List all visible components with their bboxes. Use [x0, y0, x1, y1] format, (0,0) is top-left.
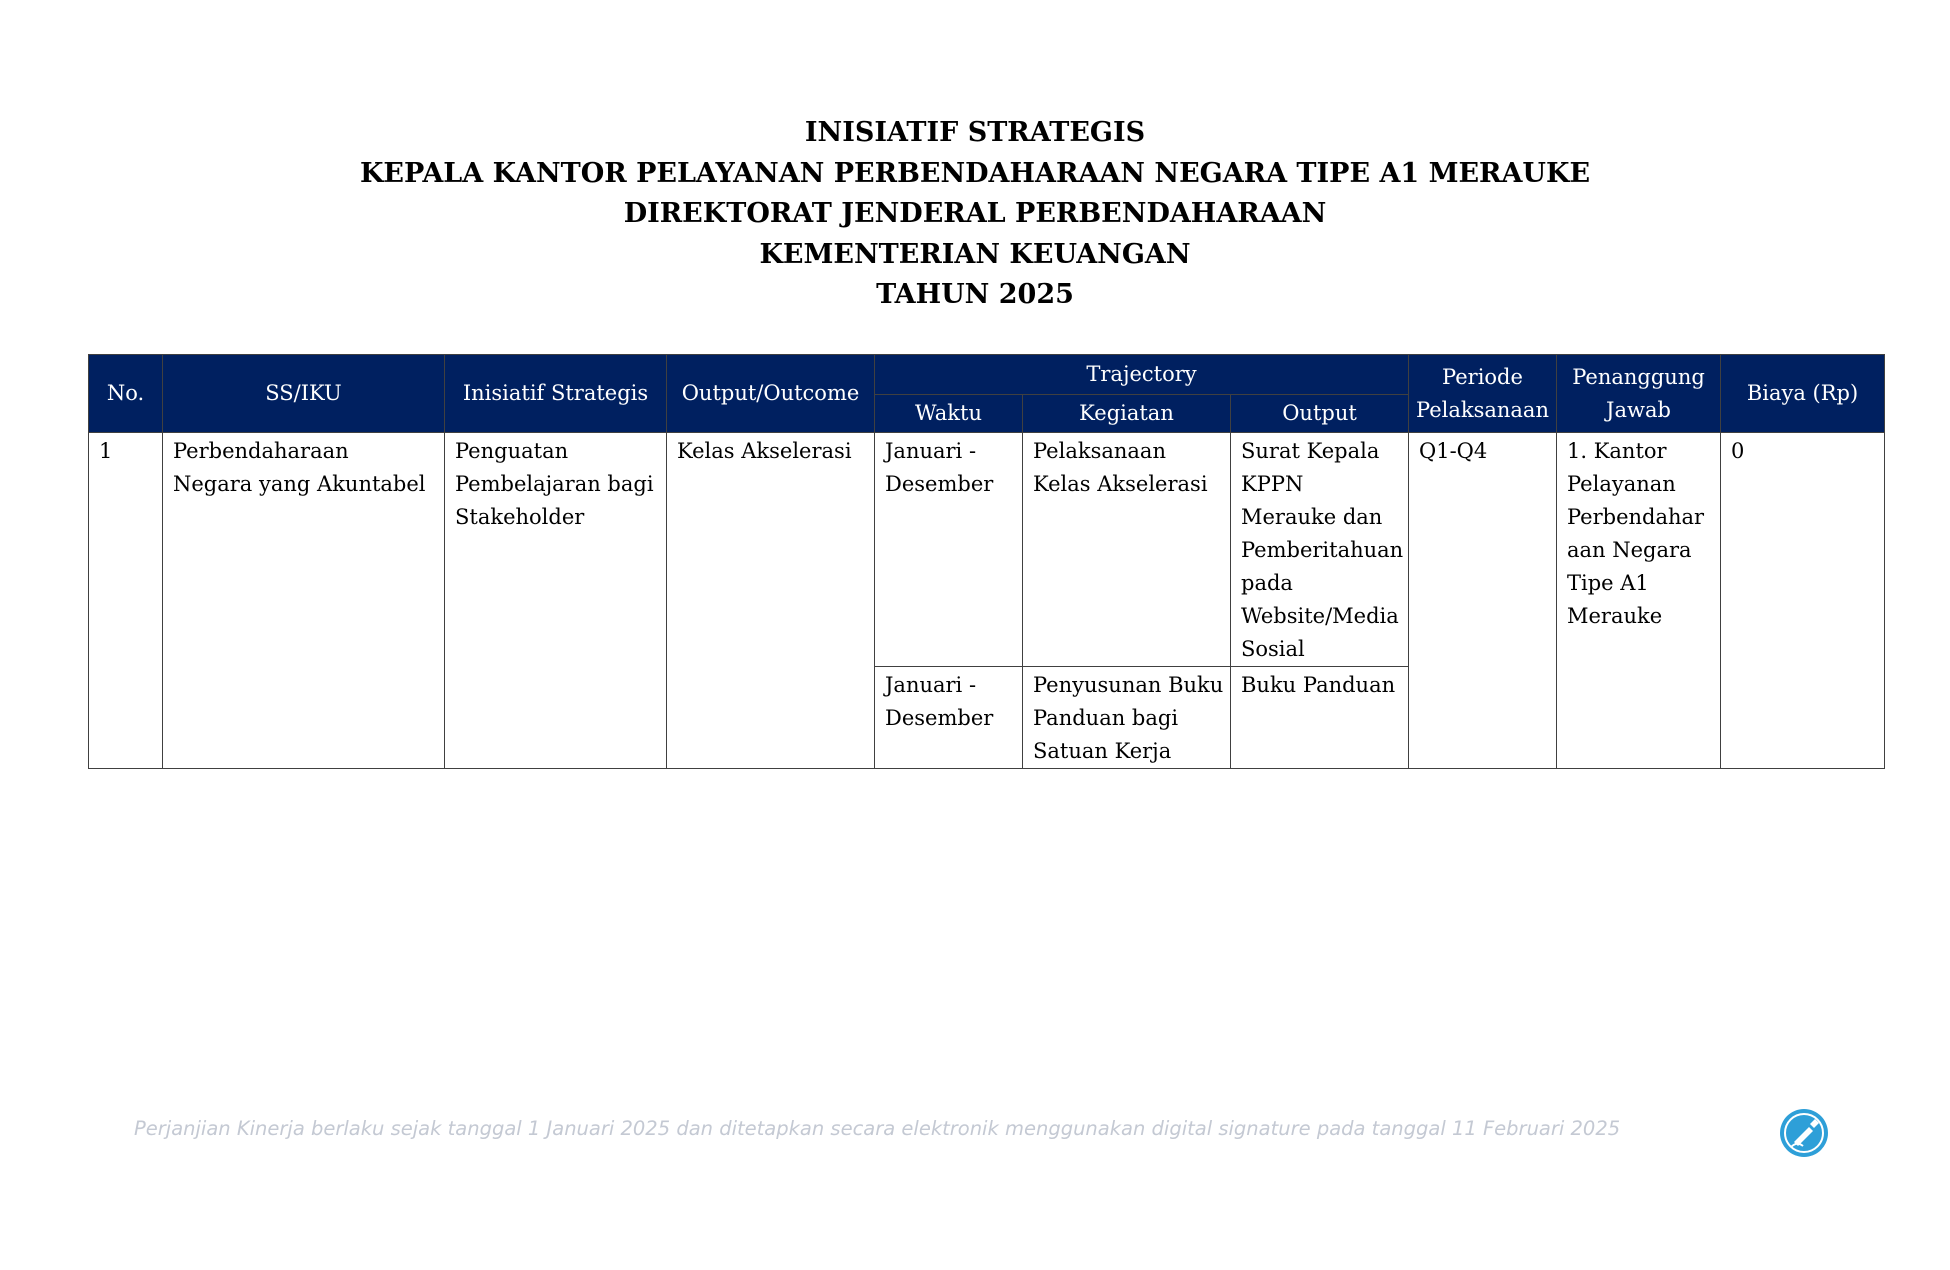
header-ss-iku: SS/IKU — [163, 355, 445, 433]
header-trajectory: Trajectory — [875, 355, 1409, 395]
cell-waktu: Januari - Desember — [875, 667, 1023, 769]
cell-ss-iku: Perbendaharaan Negara yang Akuntabel — [163, 433, 445, 769]
document-title — [0, 113, 1950, 316]
header-no: No. — [89, 355, 163, 433]
header-biaya: Biaya (Rp) — [1721, 355, 1885, 433]
cell-kegiatan: Penyusunan Buku Panduan bagi Satuan Kerja — [1023, 667, 1231, 769]
header-kegiatan: Kegiatan — [1023, 395, 1231, 433]
cell-output-outcome: Kelas Akselerasi — [667, 433, 875, 769]
cell-output: Buku Panduan — [1231, 667, 1409, 769]
header-output: Output — [1231, 395, 1409, 433]
header-output-outcome: Output/Outcome — [667, 355, 875, 433]
cell-penanggung-jawab: 1. Kantor Pelayanan Perbendaharaan Negara Tipe A1 Merauke — [1557, 433, 1721, 769]
cell-waktu: Januari - Desember — [875, 433, 1023, 667]
title-line-2: KEPALA KANTOR PELAYANAN PERBENDAHARAAN NEGARA TIPE A1 MERAUKE — [359, 157, 1591, 189]
table-header — [89, 355, 1885, 433]
title-line-1: INISIATIF STRATEGIS — [804, 117, 1146, 148]
title-line-5: TAHUN 2025 — [876, 279, 1074, 310]
strategic-initiative-table — [88, 354, 1885, 769]
cell-kegiatan: Pelaksanaan Kelas Akselerasi — [1023, 433, 1231, 667]
cell-inisiatif-strategis: Penguatan Pembelajaran bagi Stakeholder — [445, 433, 667, 769]
cell-periode-pelaksanaan: Q1-Q4 — [1409, 433, 1557, 769]
header-penanggung-jawab: Penanggung Jawab — [1557, 355, 1721, 433]
footer-signature-note: Perjanjian Kinerja berlaku sejak tanggal 1 Januari 2025 dan ditetapkan secara elektronik menggunakan digital signature pada tanggal 11 Februari 2025 — [134, 1117, 1621, 1140]
title-line-4: KEMENTERIAN KEUANGAN — [759, 238, 1191, 270]
cell-output: Surat Kepala KPPN Merauke dan Pemberitahuan pada Website/Media Sosial — [1231, 433, 1409, 667]
cell-no: 1 — [89, 433, 163, 769]
table-body — [89, 433, 1885, 769]
header-waktu: Waktu — [875, 395, 1023, 433]
digital-signature-badge-icon — [1779, 1108, 1829, 1158]
header-inisiatif-strategis: Inisiatif Strategis — [445, 355, 667, 433]
title-line-3: DIREKTORAT JENDERAL PERBENDAHARAAN — [623, 198, 1327, 229]
table-row — [89, 433, 1885, 667]
header-periode-pelaksanaan: Periode Pelaksanaan — [1409, 355, 1557, 433]
cell-biaya: 0 — [1721, 433, 1885, 769]
